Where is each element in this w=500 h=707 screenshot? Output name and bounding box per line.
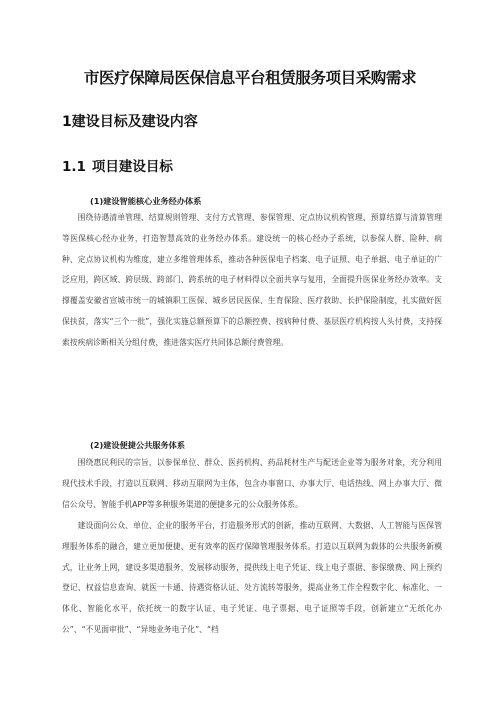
section-heading-1: 1建设目标及建设内容 <box>62 114 198 130</box>
paragraph-public-service-2: 建设面向公众、单位、企业的服务平台，打造服务形式的创新，推动互联网、大数据、人工智能与医保管理服务体系的融合，建立更加便捷、更有效率的医疗保障管理服务体系。打造以互联网为载体的公共服务新模式，让业务上网，建设多渠道服务，发展移动服务，提供线上电子凭证、线上电子票据、参保缴费、网上预约登记、权益信息查询、就医一卡通、待遇资格认证、处方流转等服务，提高业务工作全程数字化、标准化、一体化、智能化水平，依托统一的数字认证、电子凭证、电子票据、电子证照等手段，创新建立“无纸化办公”、“不见面审批”、“异地业务电子化”、“档 <box>62 521 442 634</box>
subsection-heading-2: (2)建设便捷公共服务体系 <box>90 440 186 450</box>
paragraph-public-service-1: 围绕惠民利民的宗旨，以参保单位、群众、医药机构、药品耗材生产与配送企业等为服务对象，充分利用现代技术手段，打造以互联网、移动互联网为主体，包含办事窗口、办事大厅、电话热线、网上办事大厅、微信公众号、智能手机APP等多种服务渠道的便捷多元的公众服务体系。 <box>62 458 442 509</box>
document-title: 市医疗保障局医保信息平台租赁服务项目采购需求 <box>83 69 417 87</box>
section-number: 1.1 <box>62 159 86 175</box>
section-heading-1-1 <box>62 155 173 175</box>
section-title: 项目建设目标 <box>91 159 173 175</box>
subsection-heading-1: (1)建设智能核心业务经办体系 <box>90 196 202 206</box>
paragraph-core-business: 围绕待遇清单管理、结算规则管理、支付方式管理、参保管理、定点协议机构管理、预算结算与清算管理等医保核心经办业务，打造智慧高效的业务经办体系。建设统一的核心经办子系统，以参保人群、险种、病种、定点协议机构为维度，建立多维管理体系，推动各种医保电子档案、电子证照、电子单据、电子单证的广泛应用，跨区域、跨层级、跨部门、跨系统的电子材料得以全面共享与复用，全面提升医保业务经办效率。支撑覆盖安徽省宣城市统一的城镇职工医保、城乡居民医保、生育保险、医疗救助、长护保险制度，扎实做好医保扶贫，落实“三个一批”，强化实施总额预算下的总额控费、按病种付费、基层医疗机构按人头付费，支持探索按疾病诊断相关分组付费，推进落实医疗共同体总额付费管理。 <box>62 213 442 347</box>
